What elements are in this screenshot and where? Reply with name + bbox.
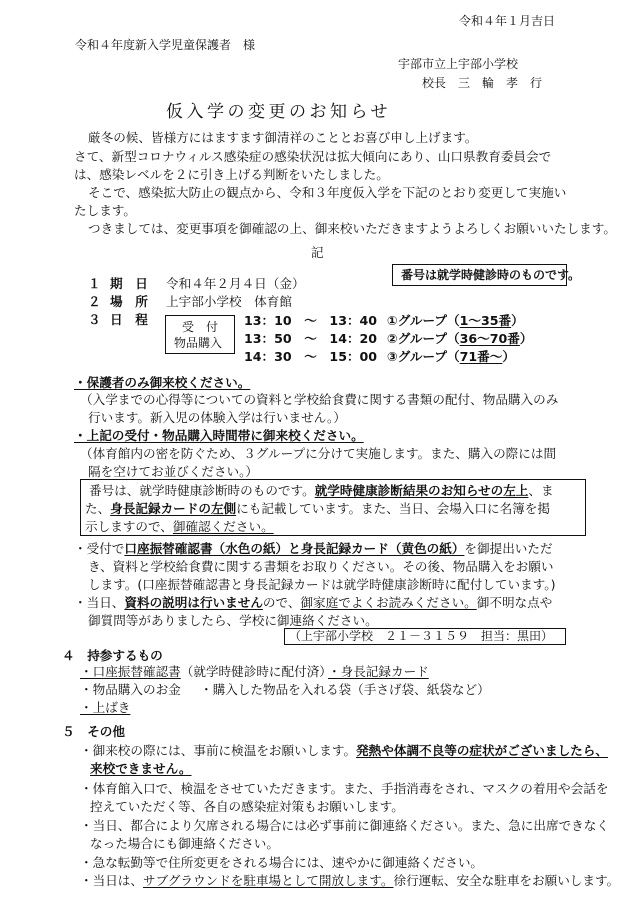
- other-item: 来校できません。: [90, 761, 192, 776]
- section-4-heading: ４ 持参するもの: [62, 648, 163, 663]
- note-box: [392, 264, 581, 286]
- note-3-line: ・受付で口座振替確認書（水色の紙）と身長記録カード（黄色の紙）を御提出いただ: [74, 541, 553, 556]
- other-item: 控えていただく等、各自の感染症対策もお願いします。: [90, 799, 404, 814]
- item-label: 日 程: [110, 312, 148, 327]
- section-5-heading: ５ その他: [62, 724, 125, 739]
- note-4-line: ・当日、資料の説明は行いませんので、御家庭でよくお読みください。御不明な点や: [74, 595, 553, 610]
- group-2: ②グループ（36～70番）: [387, 331, 533, 346]
- item-value-place: 上宇部小学校 体育館: [166, 294, 292, 309]
- group-3: ③グループ（71番～）: [387, 349, 515, 364]
- note-1-body: （入学までの心得等についての資料と学校給食費に関する書類の配付、物品購入のみ: [80, 392, 559, 407]
- intro-line: さて、新型コロナウィルス感染症の感染状況は拡大傾向にあり、山口県教育委員会で: [74, 149, 552, 164]
- note-3-line: き、資料と学校給食費に関する書類をお取りください。その後、物品購入をお願い: [88, 559, 554, 574]
- item-label: 期 日: [110, 276, 148, 291]
- issue-date: 令和４年１月吉日: [459, 14, 556, 28]
- carry-item: ・物品購入のお金: [80, 682, 181, 697]
- other-item: ・当日、都合により欠席される場合には必ず事前に御連絡ください。また、急に出席できなく: [80, 818, 609, 833]
- carry-item: ・身長記録カード: [328, 664, 429, 679]
- carry-item: ・口座振替確認書（就学時健診時に配付済）: [80, 664, 332, 679]
- intro-line: つきましては、変更事項を御確認の上、御来校いただきますようよろしくお願いいたします。: [88, 221, 616, 236]
- number-note-box: [80, 479, 586, 536]
- intro-line: 厳冬の候、皆様方にはますます御清祥のこととお喜び申し上げます。: [88, 130, 478, 145]
- note-2-body: （体育館内の密を防ぐため、３グループに分けて実施します。また、購入の際には間: [80, 446, 557, 461]
- note-1-body: 行います。新入児の体験入学は行いません。）: [88, 410, 346, 425]
- intro-line: たします。: [74, 203, 136, 218]
- school-name: 宇部市立上宇部小学校: [398, 57, 519, 71]
- note-box-text: 番号は就学時健診時のものです。: [401, 268, 581, 282]
- contact-box: [284, 628, 566, 645]
- intro-line: は、感染レベルを２に引き上げる判断をいたしました。: [74, 167, 389, 182]
- reception-line2: 物品購入: [174, 336, 223, 350]
- number-note-line: た、身長記録カードの左側にも記載しています。また、当日、会場入口に名簿を掲: [85, 501, 550, 516]
- other-item: ・急な転勤等で住所変更をされる場合には、速やかに御連絡ください。: [80, 855, 483, 870]
- note-3-line: します。(口座振替確認書と身長記録カードは就学時健康診断時に配付しています。): [88, 577, 556, 592]
- time-slot: 13：10 ～ 13：40: [244, 313, 378, 328]
- note-2-head: ・上記の受付・物品購入時間帯に御来校ください。: [74, 428, 364, 443]
- number-note-line: 示しますので、御確認ください。: [85, 519, 274, 534]
- number-note-line: 番号は、就学時健康診断時のものです。就学時健康診断結果のお知らせの左上、ま: [89, 483, 554, 498]
- recipient: 令和４年度新入学児童保護者 様: [75, 38, 256, 52]
- ki-heading: 記: [311, 245, 324, 260]
- reception-box: [165, 315, 235, 354]
- time-slot: 13：50 ～ 14：20: [244, 331, 378, 346]
- other-item: ・当日は、サブグラウンドを駐車場として開放します。徐行運転、安全な駐車をお願いします。: [80, 873, 620, 888]
- note-1-head: ・保護者のみ御来校ください。: [74, 375, 251, 390]
- item-value-date: 令和４年２月４日（金）: [166, 276, 305, 291]
- other-item: ・御来校の際には、事前に検温をお願いします。発熱や体調不良等の症状がございましたら、: [80, 743, 608, 758]
- item-label: 場 所: [110, 294, 148, 309]
- carry-item: ・購入した物品を入れる袋（手さげ袋、紙袋など）: [200, 682, 490, 697]
- principal-name: 校長 三 輪 孝 行: [422, 76, 543, 90]
- item-num: １: [88, 276, 101, 291]
- other-item: なった場合にも御連絡ください。: [90, 836, 279, 851]
- contact-text: （上宇部小学校 ２１－３１５９ 担当：黒田）: [289, 629, 554, 643]
- page-title: 仮入学の変更のお知らせ: [166, 102, 391, 122]
- other-item: ・体育館入口で、検温をさせていただきます。また、手指消毒をされ、マスクの着用や会話を: [80, 781, 609, 796]
- item-num: ２: [88, 294, 101, 309]
- carry-item: ・上ばき: [80, 700, 131, 715]
- group-1: ①グループ（1～35番）: [387, 313, 524, 328]
- item-num: ３: [88, 312, 101, 327]
- time-slot: 14：30 ～ 15：00: [244, 349, 378, 364]
- note-4-line: 御質問等がありましたら、学校に御連絡ください。: [88, 613, 378, 628]
- note-2-body: 隔を空けてお並びください。）: [88, 464, 259, 479]
- intro-line: そこで、感染拡大防止の観点から、令和３年度仮入学を下記のとおり変更して実施い: [88, 185, 567, 200]
- reception-line1: 受 付: [182, 320, 219, 334]
